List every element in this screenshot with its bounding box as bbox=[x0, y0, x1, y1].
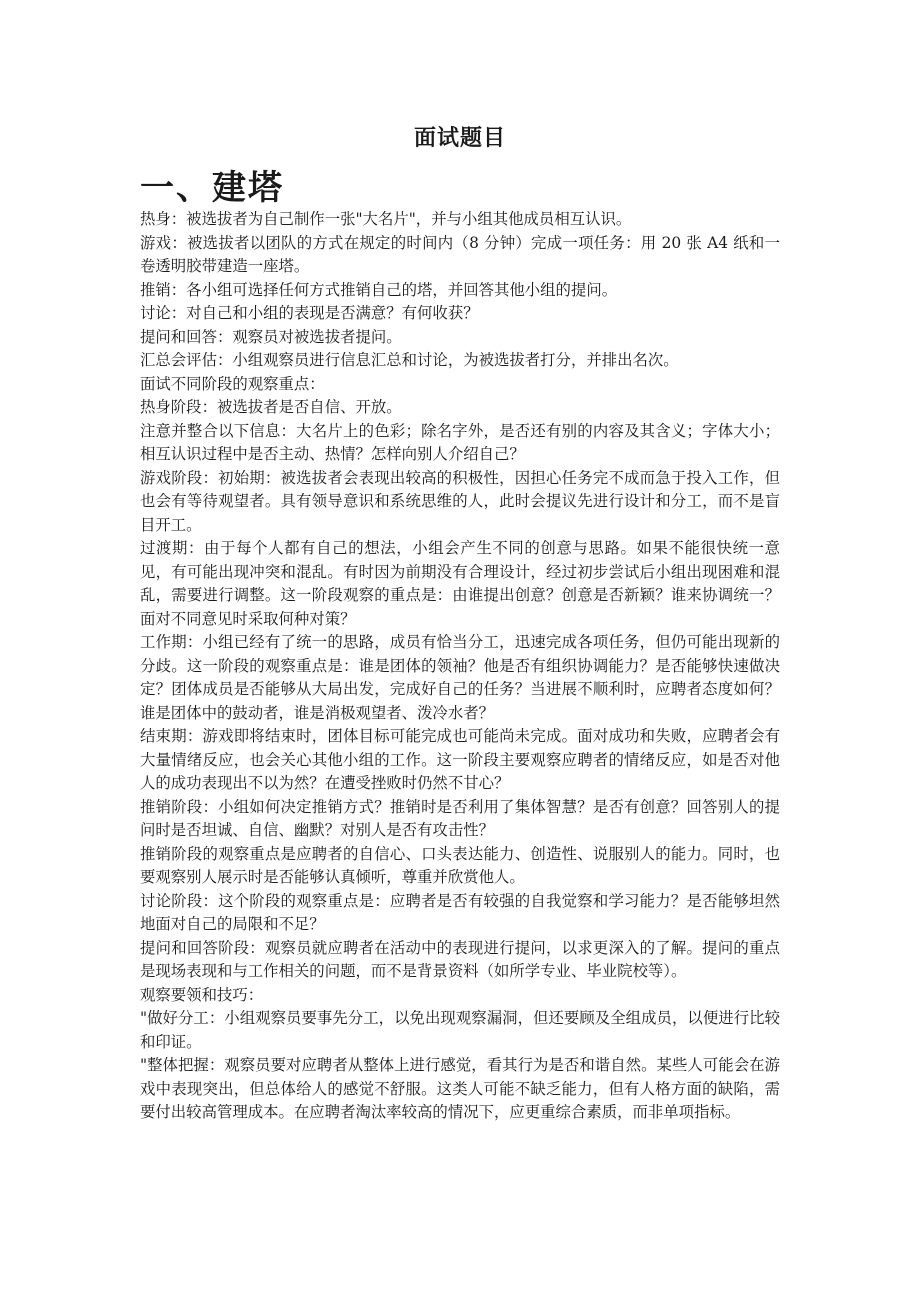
paragraph-qa: 提问和回答：观察员对被选拔者提问。 bbox=[140, 327, 402, 346]
paragraph-promotion: 推销：各小组可选择任何方式推销自己的塔，并回答其他小组的提问。 bbox=[140, 280, 618, 299]
paragraph-discussion: 讨论：对自己和小组的表现是否满意？有何收获？ bbox=[140, 304, 479, 322]
document-title: 面试题目 bbox=[413, 125, 506, 151]
paragraph-evaluation: 汇总会评估：小组观察员进行信息汇总和讨论，为被选拔者打分，并排出名次。 bbox=[140, 351, 679, 369]
paragraph-qa-stage: 提问和回答阶段：观察员就应聘者在活动中的表现进行提问，以求更深入的了解。提问的重点是现场表现和与工作相关的问题，而不是背景资料（如所学专业、毕业院校等）。 bbox=[140, 938, 780, 980]
document-body bbox=[140, 208, 780, 1125]
paragraph-promotion-stage: 推销阶段：小组如何决定推销方式？推销时是否利用了集体智慧？是否有创意？回答别人的提问时是否坦诚、自信、幽默？对别人是否有攻击性？ bbox=[140, 797, 780, 839]
paragraph-warmup: 热身：被选拔者为自己制作一张"大名片"，并与小组其他成员相互认识。 bbox=[140, 210, 632, 228]
paragraph-warmup-stage: 热身阶段：被选拔者是否自信、开放。 bbox=[140, 398, 402, 416]
paragraph-tip-division: "做好分工：小组观察员要事先分工，以免出现观察漏洞，但还要顾及全组成员，以便进行比较和印证。 bbox=[140, 1009, 780, 1051]
paragraph-promotion-focus: 推销阶段的观察重点是应聘者的自信心、口头表达能力、创造性、说服别人的能力。同时，也要观察别人展示时是否能够认真倾听，尊重并欣赏他人。 bbox=[140, 844, 780, 886]
paragraph-game-transition: 过渡期：由于每个人都有自己的想法，小组会产生不同的创意与思路。如果不能很快统一意见，有可能出现冲突和混乱。有时因为前期没有合理设计，经过初步尝试后小组出现困难和混乱，需要进行调整。这一阶段观察的重点是：由谁提出创意？创意是否新颖？谁来协调统一？面对不同意见时采取何种对策？ bbox=[140, 539, 780, 628]
paragraph-game: 游戏：被选拔者以团队的方式在规定的时间内（8 分钟）完成一项任务：用 20 张 A4 纸和一卷透明胶带建造一座塔。 bbox=[140, 233, 780, 275]
paragraph-game-working: 工作期：小组已经有了统一的思路，成员有恰当分工，迅速完成各项任务，但仍可能出现新的分歧。这一阶段的观察重点是：谁是团体的领袖？他是否有组织协调能力？是否能够快速做决定？团体成员是否能够从大局出发，完成好自己的任务？当进展不顺利时，应聘者态度如何？谁是团体中的鼓动者，谁是消极观望者、泼冷水者？ bbox=[140, 633, 780, 722]
paragraph-observation-focus: 面试不同阶段的观察重点： bbox=[140, 374, 325, 393]
paragraph-tip-overall: "整体把握：观察员要对应聘者从整体上进行感觉，看其行为是否和谐自然。某些人可能会在游戏中表现突出，但总体给人的感觉不舒服。这类人可能不缺乏能力，但有人格方面的缺陷，需要付出较高管理成本。在应聘者淘汰率较高的情况下，应更重综合素质，而非单项指标。 bbox=[140, 1056, 780, 1121]
paragraph-tips-heading: 观察要领和技巧： bbox=[140, 985, 264, 1004]
paragraph-game-ending: 结束期：游戏即将结束时，团体目标可能完成也可能尚未完成。面对成功和失败，应聘者会有大量情绪反应，也会关心其他小组的工作。这一阶段主要观察应聘者的情绪反应，如是否对他人的成功表现出不以为然？在遭受挫败时仍然不甘心？ bbox=[140, 727, 780, 792]
paragraph-discussion-stage: 讨论阶段：这个阶段的观察重点是：应聘者是否有较强的自我觉察和学习能力？是否能够坦然地面对自己的局限和不足？ bbox=[140, 891, 780, 933]
paragraph-warmup-notes: 注意并整合以下信息：大名片上的色彩；除名字外，是否还有别的内容及其含义；字体大小；相互认识过程中是否主动、热情？怎样向别人介绍自己？ bbox=[140, 421, 780, 463]
section-heading: 一、建塔 bbox=[140, 168, 284, 208]
paragraph-game-initial: 游戏阶段：初始期：被选拔者会表现出较高的积极性，因担心任务完不成而急于投入工作，但也会有等待观望者。具有领导意识和系统思维的人，此时会提议先进行设计和分工，而不是盲目开工。 bbox=[140, 468, 780, 534]
